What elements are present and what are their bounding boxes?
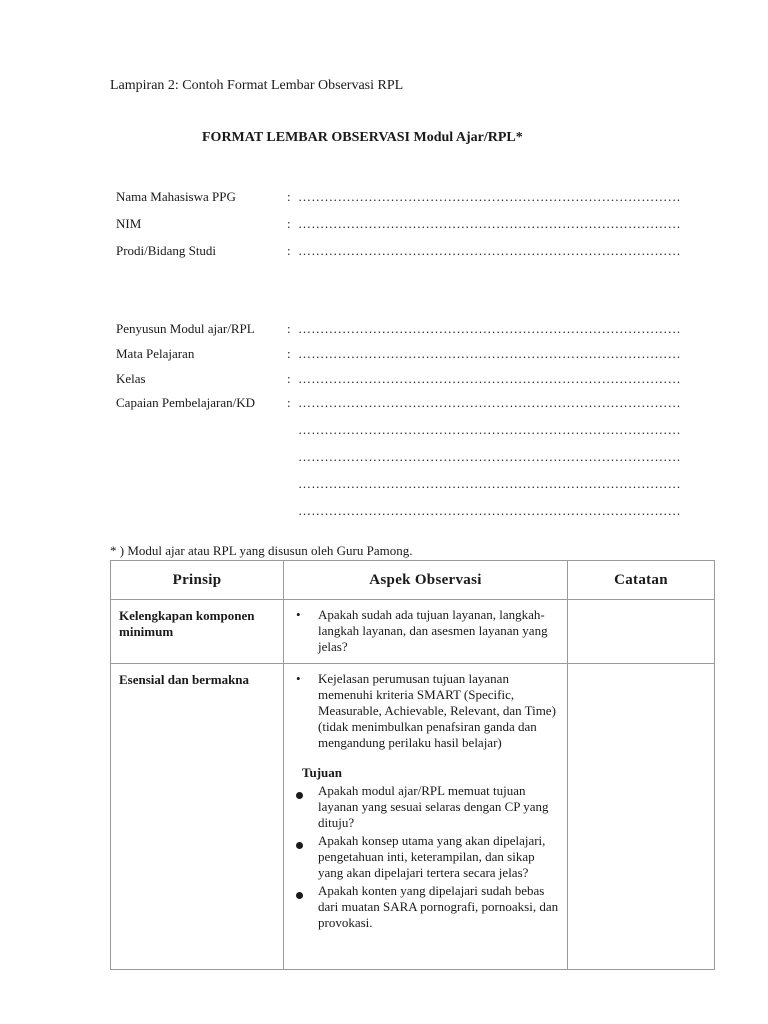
- tujuan-item: [292, 833, 559, 881]
- field-label-nim: NIM: [116, 216, 142, 231]
- aspek-item: [292, 607, 559, 655]
- field-label-nama: Nama Mahasiswa PPG: [116, 189, 236, 204]
- field-dots: ……………………………………………………………………………: [298, 449, 681, 464]
- aspek-text: Kejelasan perumusan tujuan layanan memenuhi kriteria SMART (Specific, Measurable, Achievable, Relevant, dan Time) (tidak menimbulkan penafsiran ganda dan mengandung perilaku hasil belajar): [318, 671, 556, 750]
- field-dots: ……………………………………………………………………………: [298, 395, 681, 410]
- table-header-row: [111, 561, 715, 600]
- field-colon: :: [287, 243, 291, 258]
- observation-table: [110, 560, 715, 970]
- field-label-mapel: Mata Pelajaran: [116, 346, 195, 361]
- field-label-prodi: Prodi/Bidang Studi: [116, 243, 217, 258]
- field-dots: ……………………………………………………………………………: [298, 321, 681, 336]
- field-dots: ……………………………………………………………………………: [298, 243, 681, 258]
- field-colon: :: [287, 371, 291, 386]
- tujuan-text: Apakah konten yang dipelajari sudah bebas dari muatan SARA pornografi, pornoaksi, dan provokasi.: [318, 883, 559, 930]
- catatan-cell[interactable]: [568, 664, 715, 970]
- aspek-item: [292, 671, 559, 751]
- field-colon: :: [287, 189, 291, 204]
- header-catatan: Catatan: [568, 561, 715, 600]
- catatan-cell[interactable]: [568, 600, 715, 664]
- header-aspek: Aspek Observasi: [284, 561, 568, 600]
- field-colon: :: [287, 395, 291, 410]
- tujuan-text: Apakah konsep utama yang akan dipelajari, pengetahuan inti, keterampilan, dan sikap yang akan dipelajari tertera secara jelas?: [318, 833, 546, 880]
- field-dots: ……………………………………………………………………………: [298, 422, 681, 437]
- bullet-icon: [296, 887, 303, 903]
- tujuan-item: [292, 883, 559, 931]
- prinsip-cell: Esensial dan bermakna: [111, 664, 284, 970]
- field-dots: ……………………………………………………………………………: [298, 189, 681, 204]
- subheading-tujuan: Tujuan: [302, 765, 342, 780]
- tujuan-text: Apakah modul ajar/RPL memuat tujuan layanan yang sesuai selaras dengan CP yang dituju?: [318, 783, 549, 830]
- header-prinsip: Prinsip: [111, 561, 284, 600]
- field-label-capaian: Capaian Pembelajaran/KD: [116, 395, 255, 410]
- field-dots: ……………………………………………………………………………: [298, 371, 681, 386]
- field-dots: ……………………………………………………………………………: [298, 476, 681, 491]
- bullet-icon: •: [296, 671, 301, 686]
- field-colon: :: [287, 321, 291, 336]
- tujuan-item: [292, 783, 559, 831]
- aspek-text: Apakah sudah ada tujuan layanan, langkah-langkah layanan, dan asesmen layanan yang jelas?: [318, 607, 548, 654]
- field-dots: ……………………………………………………………………………: [298, 346, 681, 361]
- table-row: [111, 664, 715, 970]
- bullet-icon: [296, 837, 303, 853]
- lampiran-caption: Lampiran 2: Contoh Format Lembar Observasi RPL: [110, 78, 404, 93]
- aspek-cell: [284, 664, 568, 970]
- bullet-icon: [296, 787, 303, 803]
- field-dots: ……………………………………………………………………………: [298, 216, 681, 231]
- footnote: * ) Modul ajar atau RPL yang disusun oleh Guru Pamong.: [110, 543, 413, 558]
- field-label-penyusun: Penyusun Modul ajar/RPL: [116, 321, 255, 336]
- field-colon: :: [287, 346, 291, 361]
- bullet-icon: •: [296, 607, 301, 622]
- field-label-kelas: Kelas: [116, 371, 146, 386]
- prinsip-cell: Kelengkapan komponen minimum: [111, 600, 284, 664]
- field-dots: ……………………………………………………………………………: [298, 503, 681, 518]
- document-title: FORMAT LEMBAR OBSERVASI Modul Ajar/RPL*: [202, 130, 523, 145]
- table-row: [111, 600, 715, 664]
- field-colon: :: [287, 216, 291, 231]
- aspek-cell: [284, 600, 568, 664]
